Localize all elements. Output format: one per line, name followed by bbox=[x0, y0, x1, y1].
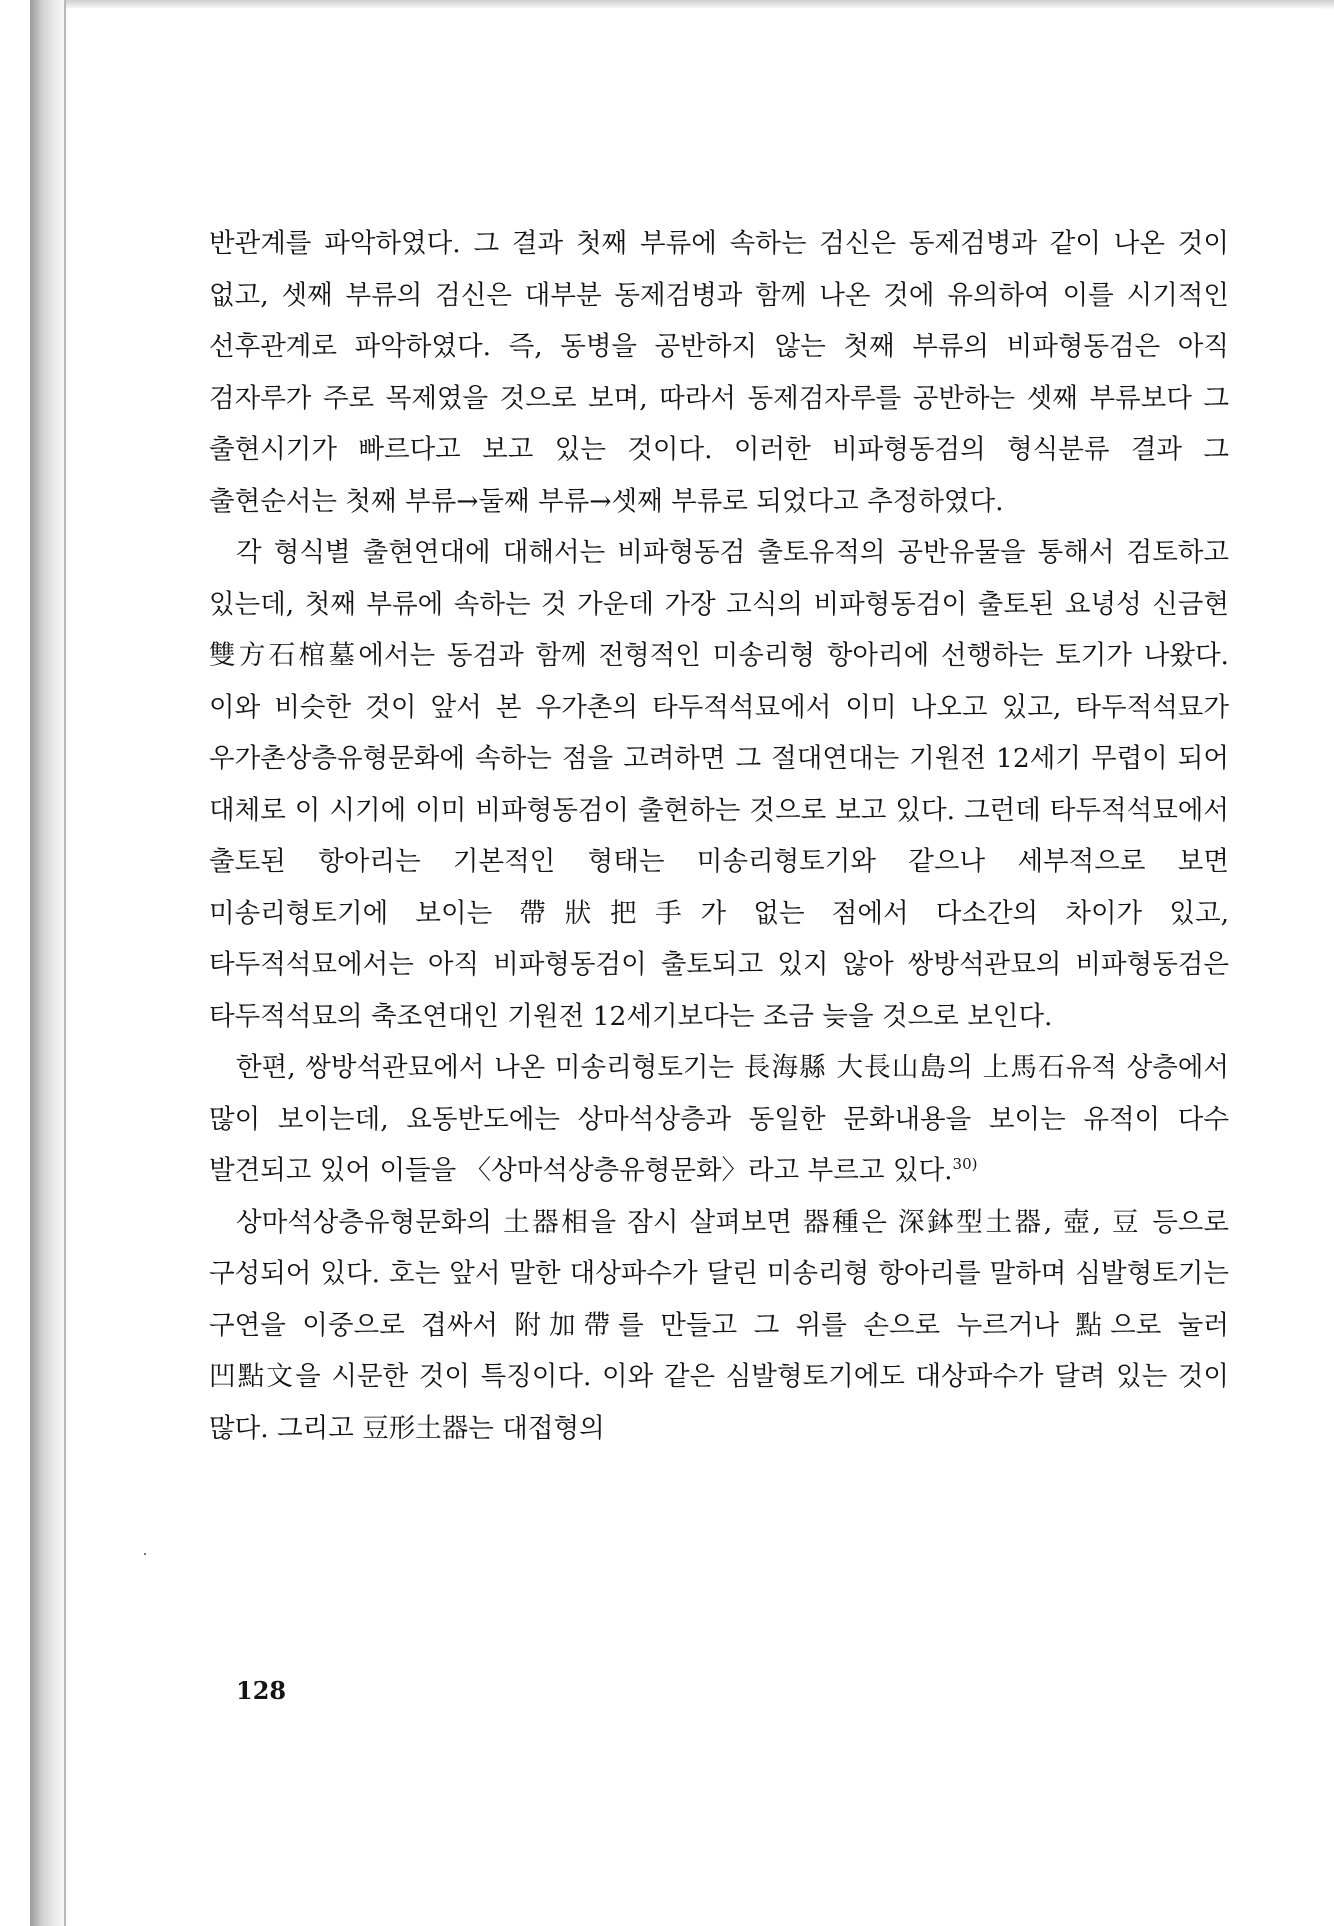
paragraph-2 bbox=[209, 527, 1229, 1042]
scan-speck bbox=[144, 1553, 146, 1555]
footnote-marker[interactable]: 30) bbox=[952, 1155, 978, 1174]
paragraph-1-text: 반관계를 파악하였다. 그 결과 첫째 부류에 속하는 검신은 동제검병과 같이 나온 것이 없고, 셋째 부류의 검신은 대부분 동제검병과 함께 나온 것에 유의하여 이를 시기적인 선후관계로 파악하였다. 즉, 동병을 공반하지 않는 첫째 부류의 비파형동검은 아직 검자루가 주로 목제였을 것으로 보며, 따라서 동제검자루를 공반하는 셋째 부류보다 그 출현시기가 빠르다고 보고 있는 것이다. 이러한 비파형동검의 형식분류 결과 그 출현순서는 첫째 부류→둘째 부류→셋째 부류로 되었다고 추정하였다. bbox=[209, 228, 1229, 517]
book-spine-shadow bbox=[30, 0, 64, 1926]
paragraph-3 bbox=[209, 1042, 1229, 1197]
paragraph-3-text: 한편, 쌍방석관묘에서 나온 미송리형토기는 長海縣 大長山島의 上馬石유적 상층에서 많이 보이는데, 요동반도에는 상마석상층과 동일한 문화내용을 보이는 유적이 다수 발견되고 있어 이들을 〈상마석상층유형문화〉라고 부르고 있다. bbox=[209, 1052, 1229, 1186]
paragraph-4 bbox=[209, 1197, 1229, 1455]
paragraph-4-text: 상마석상층유형문화의 土器相을 잠시 살펴보면 器種은 深鉢型土器, 壺, 豆 등으로 구성되어 있다. 호는 앞서 말한 대상파수가 달린 미송리형 항아리를 말하며 심발형토기는 구연을 이중으로 겹싸서 附加帶를 만들고 그 위를 손으로 누르거나 點으로 눌러 凹點文을 시문한 것이 특징이다. 이와 같은 심발형토기에도 대상파수가 달려 있는 것이 많다. 그리고 豆形土器는 대접형의 bbox=[209, 1206, 1229, 1444]
paragraph-1 bbox=[209, 218, 1229, 527]
paragraph-2-text: 각 형식별 출현연대에 대해서는 비파형동검 출토유적의 공반유물을 통해서 검토하고 있는데, 첫째 부류에 속하는 것 가운데 가장 고식의 비파형동검이 출토된 요녕성 신금현 雙方石棺墓에서는 동검과 함께 전형적인 미송리형 항아리에 선행하는 토기가 나왔다. 이와 비슷한 것이 앞서 본 우가촌의 타두적석묘에서 이미 나오고 있고, 타두적석묘가 우가촌상층유형문화에 속하는 점을 고려하면 그 절대연대는 기원전 12세기 무렵이 되어 대체로 이 시기에 이미 비파형동검이 출현하는 것으로 보고 있다. 그런데 타두적석묘에서 출토된 항아리는 기본적인 형태는 미송리형토기와 같으나 세부적으로 보면 미송리형토기에 보이는 帶狀把手가 없는 점에서 다소간의 차이가 있고, 타두적석묘에서는 아직 비파형동검이 출토되고 있지 않아 쌍방석관묘의 비파형동검은 타두적석묘의 축조연대인 기원전 12세기보다는 조금 늦을 것으로 보인다. bbox=[209, 537, 1229, 1032]
body-text bbox=[209, 218, 1229, 1454]
page-number: 128 bbox=[236, 1676, 287, 1705]
